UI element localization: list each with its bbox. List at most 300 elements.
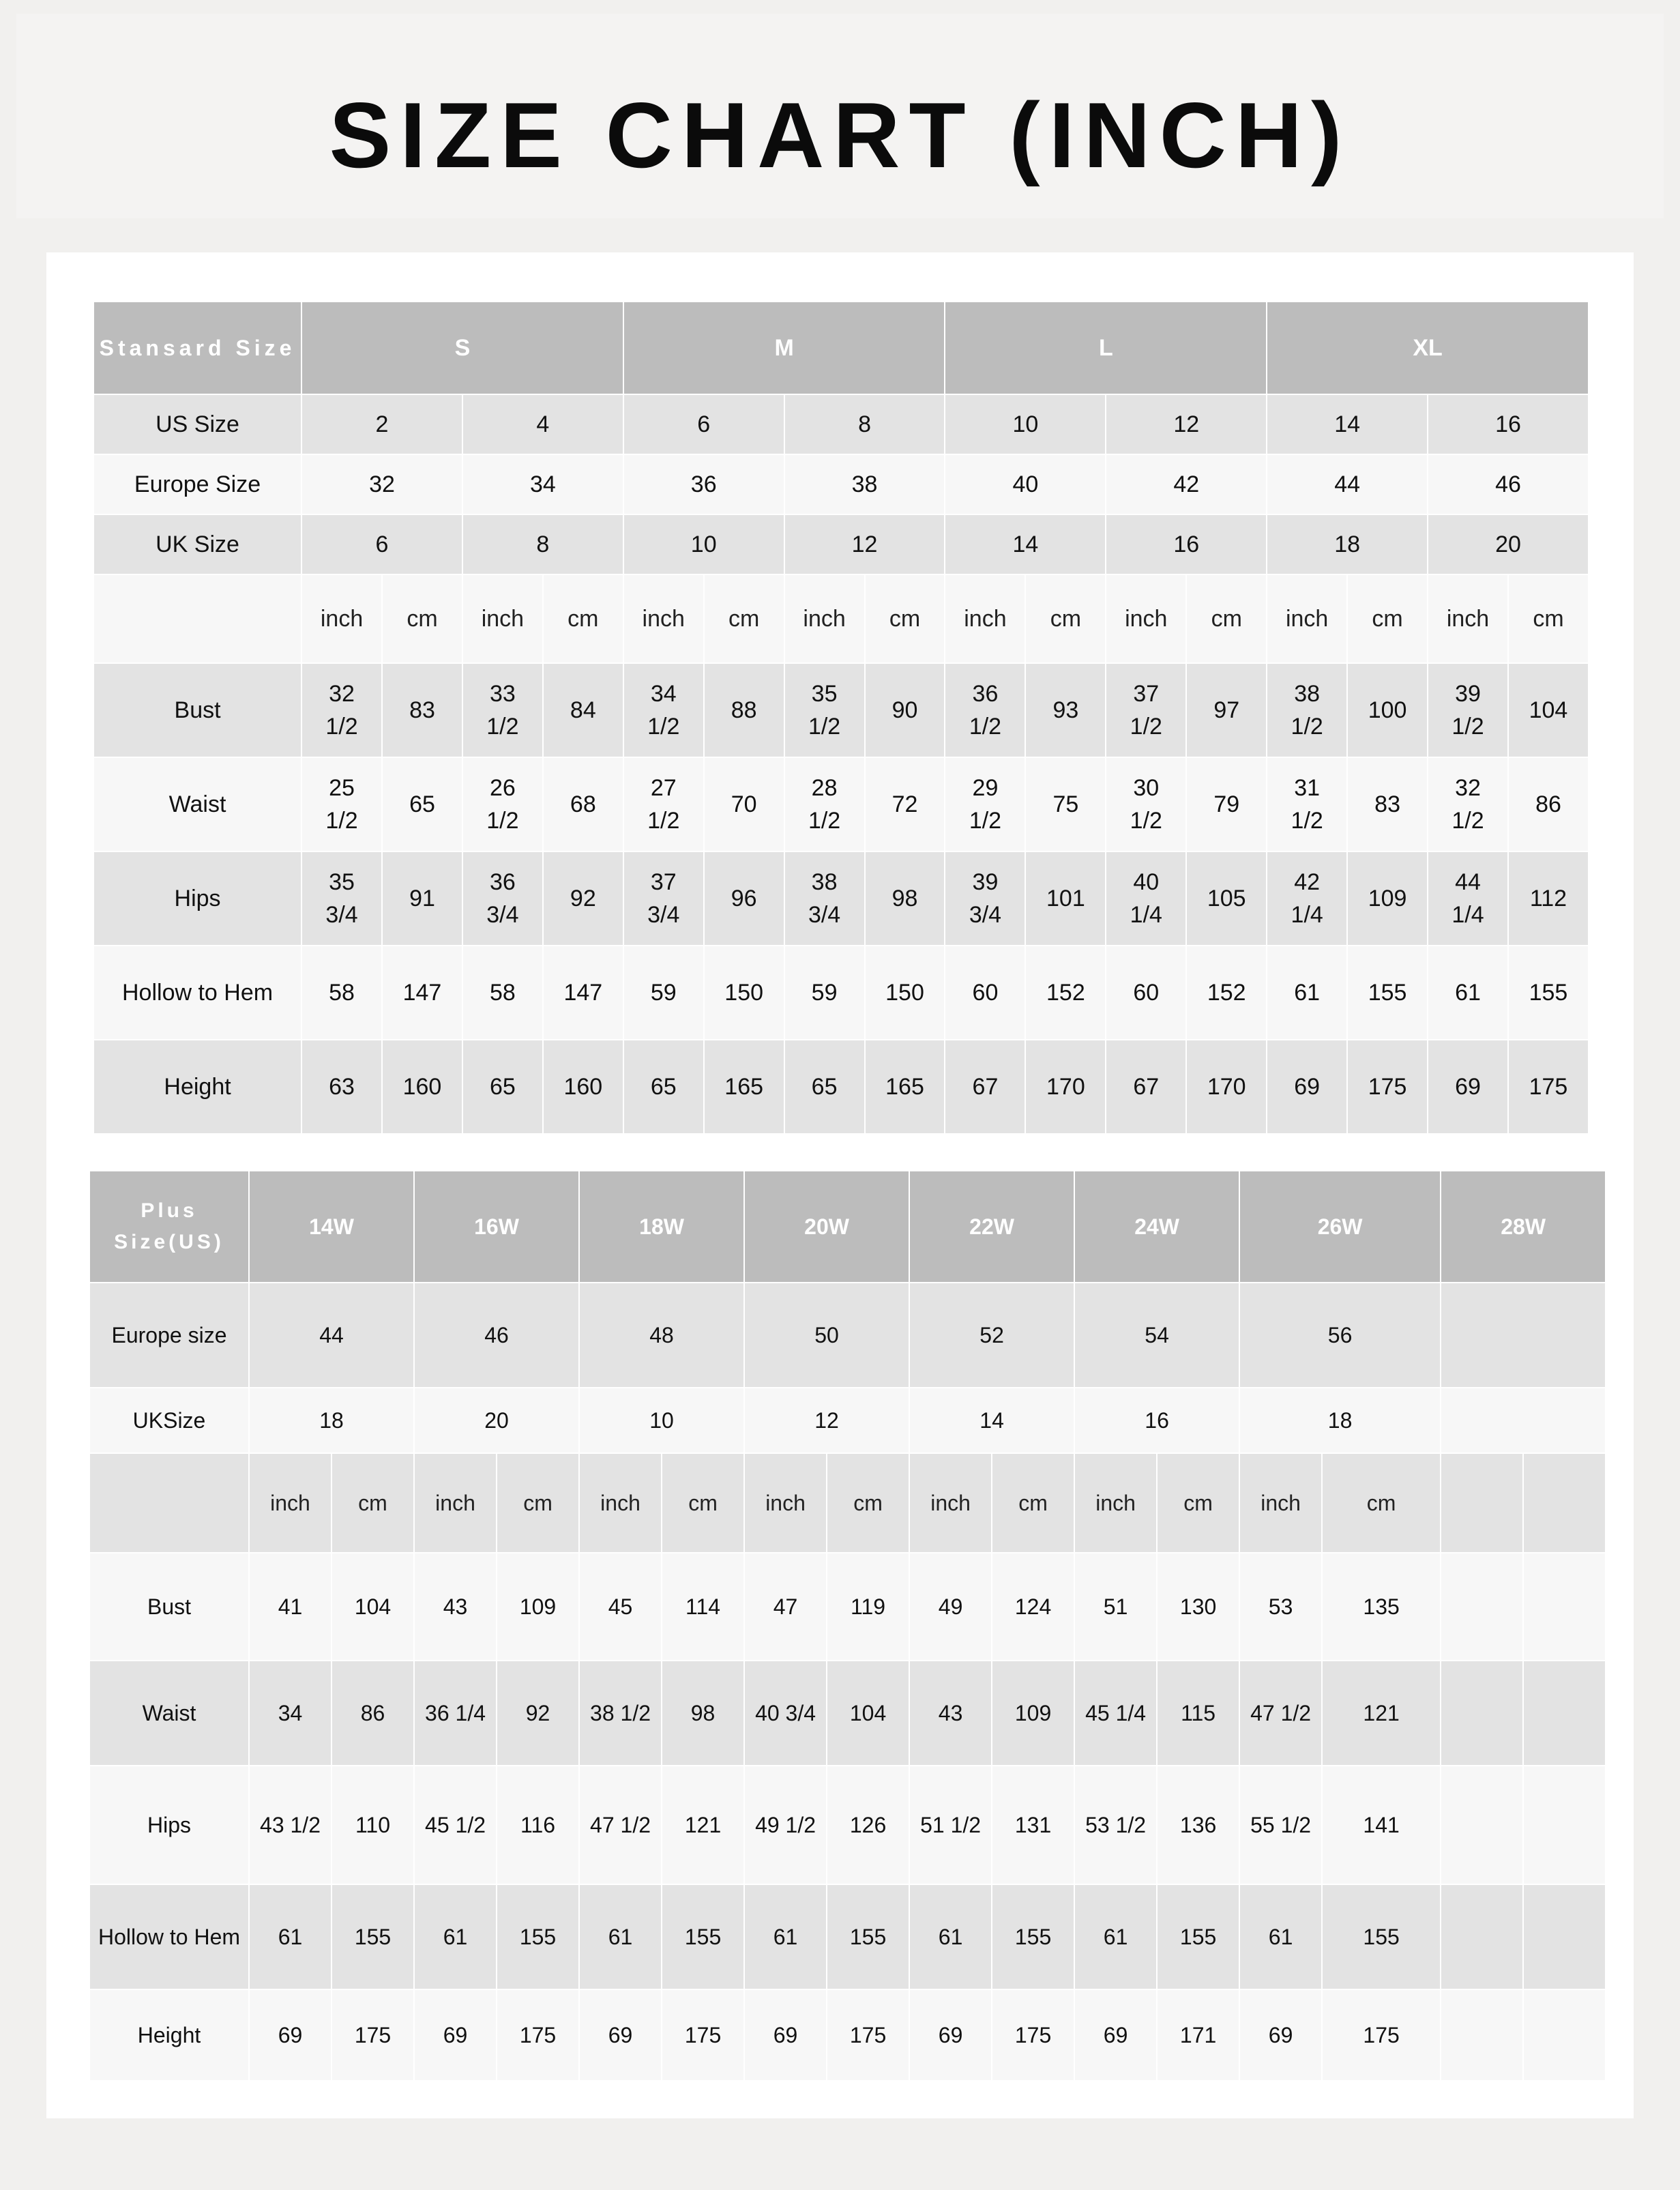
size-value: 14 [909, 1388, 1074, 1453]
measure-value [1441, 1553, 1523, 1661]
value-fraction: 1/2 [1451, 714, 1484, 740]
measure-row-waist [89, 1661, 1606, 1766]
unit-label: cm [331, 1453, 414, 1553]
measure-row-hollow-to-hem [89, 1884, 1606, 1989]
unit-label: inch [414, 1453, 497, 1553]
measure-value: 92 [543, 851, 623, 946]
measure-value: 155 [827, 1884, 909, 1989]
size-value: 42 [1106, 454, 1267, 514]
row-label: Bust [93, 663, 301, 757]
unit-label: cm [543, 574, 623, 663]
measure-value: 65 [784, 1040, 865, 1134]
size-value: 38 [784, 454, 945, 514]
group-20w: 20W [744, 1171, 909, 1283]
measure-value: 126 [827, 1766, 909, 1884]
size-value: 12 [784, 514, 945, 574]
size-value: 10 [945, 394, 1106, 454]
measure-value [945, 757, 1025, 851]
measure-value: 136 [1157, 1766, 1239, 1884]
row-label: Europe size [89, 1283, 249, 1388]
unit-label: cm [662, 1453, 744, 1553]
size-value: 18 [1239, 1388, 1441, 1453]
size-value: 8 [784, 394, 945, 454]
value-whole: 30 [1133, 775, 1160, 801]
measure-value [1428, 663, 1508, 757]
measure-value: 53 [1239, 1553, 1322, 1661]
measure-row-height [93, 1040, 1589, 1134]
measure-value: 119 [827, 1553, 909, 1661]
measure-value: 104 [331, 1553, 414, 1661]
measure-value: 69 [579, 1989, 662, 2081]
measure-value: 49 [909, 1553, 992, 1661]
value-fraction: 3/4 [647, 902, 680, 928]
measure-value [945, 851, 1025, 946]
value-whole: 37 [650, 869, 677, 895]
measure-value: 61 [414, 1884, 497, 1989]
value-fraction: 1/2 [1291, 714, 1323, 740]
value-fraction: 1/4 [1130, 902, 1162, 928]
measure-value: 38 1/2 [579, 1661, 662, 1766]
unit-row [89, 1453, 1606, 1553]
measure-value: 109 [1347, 851, 1428, 946]
value-whole: 31 [1294, 775, 1321, 801]
measure-value: 41 [249, 1553, 331, 1661]
row-label: Waist [93, 757, 301, 851]
measure-value: 51 1/2 [909, 1766, 992, 1884]
value-fraction: 1/2 [1130, 714, 1162, 740]
unit-label: inch [249, 1453, 331, 1553]
measure-value: 65 [623, 1040, 704, 1134]
size-value [1441, 1388, 1606, 1453]
measure-value: 47 1/2 [579, 1766, 662, 1884]
value-whole: 40 [1133, 869, 1160, 895]
measure-value: 61 [1267, 946, 1347, 1040]
measure-value: 34 [249, 1661, 331, 1766]
group-22w: 22W [909, 1171, 1074, 1283]
size-value: 14 [1267, 394, 1428, 454]
measure-value: 55 1/2 [1239, 1766, 1322, 1884]
unit-label [1523, 1453, 1606, 1553]
measure-value: 175 [1347, 1040, 1428, 1134]
unit-label [1441, 1453, 1523, 1553]
measure-value: 141 [1322, 1766, 1441, 1884]
measure-value: 69 [414, 1989, 497, 2081]
measure-value [462, 663, 543, 757]
value-fraction: 1/4 [1451, 902, 1484, 928]
group-16w: 16W [414, 1171, 579, 1283]
value-fraction: 3/4 [486, 902, 519, 928]
measure-row-bust [93, 663, 1589, 757]
size-value: 12 [744, 1388, 909, 1453]
measure-value: 59 [623, 946, 704, 1040]
measure-value: 93 [1025, 663, 1106, 757]
measure-value: 104 [827, 1661, 909, 1766]
value-whole: 32 [329, 681, 355, 707]
size-value: 20 [1428, 514, 1589, 574]
size-value: 16 [1106, 514, 1267, 574]
measure-value: 98 [865, 851, 945, 946]
measure-value: 70 [704, 757, 784, 851]
size-value: 20 [414, 1388, 579, 1453]
unit-label: cm [827, 1453, 909, 1553]
measure-value: 67 [945, 1040, 1025, 1134]
value-fraction: 1/2 [647, 808, 680, 834]
measure-value [301, 663, 382, 757]
measure-value: 104 [1508, 663, 1589, 757]
unit-label: cm [1508, 574, 1589, 663]
size-value: 54 [1074, 1283, 1239, 1388]
value-whole: 38 [1294, 681, 1321, 707]
value-whole: 39 [1455, 681, 1481, 707]
value-fraction: 1/2 [808, 714, 841, 740]
measure-value: 61 [909, 1884, 992, 1989]
measure-value: 58 [462, 946, 543, 1040]
row-label: Height [89, 1989, 249, 2081]
size-value: 44 [249, 1283, 414, 1388]
measure-value [1441, 1884, 1523, 1989]
unit-label: cm [1025, 574, 1106, 663]
standard-size-table [93, 301, 1589, 1135]
measure-row-hips [93, 851, 1589, 946]
measure-value: 175 [1508, 1040, 1589, 1134]
measure-value: 171 [1157, 1989, 1239, 2081]
measure-value: 36 1/4 [414, 1661, 497, 1766]
measure-value: 109 [497, 1553, 579, 1661]
size-value: 10 [579, 1388, 744, 1453]
row-label: Hips [93, 851, 301, 946]
measure-value [784, 663, 865, 757]
measure-value: 170 [1025, 1040, 1106, 1134]
row-label: Europe Size [93, 454, 301, 514]
unit-label: cm [992, 1453, 1074, 1553]
measure-value [784, 851, 865, 946]
measure-value: 155 [497, 1884, 579, 1989]
measure-value: 116 [497, 1766, 579, 1884]
value-fraction: 1/2 [647, 714, 680, 740]
measure-value: 72 [865, 757, 945, 851]
size-value: 32 [301, 454, 462, 514]
measure-value [301, 757, 382, 851]
measure-value [1428, 757, 1508, 851]
measure-value: 147 [543, 946, 623, 1040]
measure-value: 155 [992, 1884, 1074, 1989]
measure-value: 65 [382, 757, 462, 851]
size-value: 16 [1428, 394, 1589, 454]
size-value: 6 [623, 394, 784, 454]
value-whole: 38 [811, 869, 838, 895]
measure-value: 100 [1347, 663, 1428, 757]
measure-value: 175 [497, 1989, 579, 2081]
measure-value: 69 [1239, 1989, 1322, 2081]
measure-value [1106, 851, 1186, 946]
measure-value [1267, 757, 1347, 851]
unit-label: inch [1239, 1453, 1322, 1553]
measure-value: 51 [1074, 1553, 1157, 1661]
measure-value: 75 [1025, 757, 1106, 851]
size-value: 14 [945, 514, 1106, 574]
measure-value: 155 [1347, 946, 1428, 1040]
measure-value: 69 [249, 1989, 331, 2081]
value-fraction: 1/2 [808, 808, 841, 834]
measure-value: 45 1/2 [414, 1766, 497, 1884]
measure-value: 155 [1508, 946, 1589, 1040]
measure-value: 40 3/4 [744, 1661, 827, 1766]
value-whole: 39 [972, 869, 999, 895]
size-value: 44 [1267, 454, 1428, 514]
row-label: Bust [89, 1553, 249, 1661]
value-fraction: 1/2 [486, 714, 519, 740]
plus-header-label: Plus Size(US) [89, 1171, 249, 1283]
measure-value: 61 [579, 1884, 662, 1989]
value-fraction: 1/2 [1291, 808, 1323, 834]
measure-value: 114 [662, 1553, 744, 1661]
measure-value [1428, 851, 1508, 946]
unit-row-label [89, 1453, 249, 1553]
measure-value [462, 851, 543, 946]
measure-value: 105 [1186, 851, 1267, 946]
plus-size-table [89, 1170, 1606, 2082]
unit-label: inch [909, 1453, 992, 1553]
measure-value: 91 [382, 851, 462, 946]
size-value: 46 [414, 1283, 579, 1388]
value-whole: 33 [489, 681, 516, 707]
value-whole: 26 [489, 775, 516, 801]
measure-value: 112 [1508, 851, 1589, 946]
unit-label: inch [579, 1453, 662, 1553]
value-whole: 36 [489, 869, 516, 895]
group-s: S [301, 302, 623, 394]
measure-value: 96 [704, 851, 784, 946]
measure-value [462, 757, 543, 851]
unit-label: cm [382, 574, 462, 663]
measure-value: 175 [662, 1989, 744, 2081]
measure-value: 60 [945, 946, 1025, 1040]
measure-value: 152 [1186, 946, 1267, 1040]
value-fraction: 1/2 [325, 714, 358, 740]
measure-value: 121 [1322, 1661, 1441, 1766]
row-label: Height [93, 1040, 301, 1134]
measure-value: 61 [249, 1884, 331, 1989]
unit-label: cm [1322, 1453, 1441, 1553]
row-label: US Size [93, 394, 301, 454]
measure-value: 47 [744, 1553, 827, 1661]
measure-value: 79 [1186, 757, 1267, 851]
measure-value: 155 [1157, 1884, 1239, 1989]
value-fraction: 3/4 [969, 902, 1002, 928]
measure-value: 121 [662, 1766, 744, 1884]
group-26w: 26W [1239, 1171, 1441, 1283]
size-value: 40 [945, 454, 1106, 514]
size-value: 6 [301, 514, 462, 574]
measure-value [1441, 1661, 1523, 1766]
size-value: 34 [462, 454, 623, 514]
group-24w: 24W [1074, 1171, 1239, 1283]
measure-value: 43 [909, 1661, 992, 1766]
size-value [1441, 1283, 1606, 1388]
size-row-us-size [93, 394, 1589, 454]
page-title: SIZE CHART (INCH) [329, 83, 1351, 187]
measure-value [623, 851, 704, 946]
measure-row-hips [89, 1766, 1606, 1884]
row-label: Hollow to Hem [89, 1884, 249, 1989]
measure-value: 59 [784, 946, 865, 1040]
value-fraction: 3/4 [808, 902, 841, 928]
measure-value [784, 757, 865, 851]
measure-value [1523, 1884, 1606, 1989]
unit-label: inch [784, 574, 865, 663]
value-whole: 32 [1455, 775, 1481, 801]
measure-value [1523, 1766, 1606, 1884]
measure-value: 152 [1025, 946, 1106, 1040]
measure-value: 88 [704, 663, 784, 757]
measure-value: 69 [1074, 1989, 1157, 2081]
measure-value: 165 [865, 1040, 945, 1134]
measure-value: 43 [414, 1553, 497, 1661]
row-label: UK Size [93, 514, 301, 574]
measure-value: 130 [1157, 1553, 1239, 1661]
measure-value: 97 [1186, 663, 1267, 757]
size-value: 46 [1428, 454, 1589, 514]
measure-value: 49 1/2 [744, 1766, 827, 1884]
group-18w: 18W [579, 1171, 744, 1283]
measure-value: 110 [331, 1766, 414, 1884]
value-whole: 37 [1133, 681, 1160, 707]
measure-value: 109 [992, 1661, 1074, 1766]
measure-value: 83 [1347, 757, 1428, 851]
unit-label: cm [1186, 574, 1267, 663]
measure-row-waist [93, 757, 1589, 851]
size-row-europe-size [93, 454, 1589, 514]
unit-label: inch [945, 574, 1025, 663]
size-value: 2 [301, 394, 462, 454]
measure-value [1267, 663, 1347, 757]
measure-value [1106, 663, 1186, 757]
unit-label: inch [623, 574, 704, 663]
value-whole: 34 [650, 681, 677, 707]
size-value: 56 [1239, 1283, 1441, 1388]
measure-value: 150 [865, 946, 945, 1040]
value-whole: 42 [1294, 869, 1321, 895]
measure-value: 68 [543, 757, 623, 851]
measure-value: 124 [992, 1553, 1074, 1661]
standard-header-label: Stansard Size [93, 302, 301, 394]
size-value: 18 [1267, 514, 1428, 574]
value-fraction: 1/2 [969, 808, 1002, 834]
measure-value [623, 757, 704, 851]
measure-value: 45 [579, 1553, 662, 1661]
unit-label: cm [497, 1453, 579, 1553]
measure-value: 160 [543, 1040, 623, 1134]
size-value: 18 [249, 1388, 414, 1453]
value-fraction: 1/2 [1130, 808, 1162, 834]
size-value: 4 [462, 394, 623, 454]
measure-value: 61 [1428, 946, 1508, 1040]
measure-value: 83 [382, 663, 462, 757]
measure-value: 63 [301, 1040, 382, 1134]
unit-label: inch [1074, 1453, 1157, 1553]
measure-value: 135 [1322, 1553, 1441, 1661]
measure-value: 175 [992, 1989, 1074, 2081]
measure-value [1106, 757, 1186, 851]
group-14w: 14W [249, 1171, 414, 1283]
unit-label: cm [1157, 1453, 1239, 1553]
unit-label: inch [1428, 574, 1508, 663]
value-fraction: 1/2 [1451, 808, 1484, 834]
size-value: 10 [623, 514, 784, 574]
value-fraction: 3/4 [325, 902, 358, 928]
unit-label: inch [1106, 574, 1186, 663]
group-28w: 28W [1441, 1171, 1606, 1283]
size-value: 8 [462, 514, 623, 574]
measure-value: 61 [1239, 1884, 1322, 1989]
value-whole: 25 [329, 775, 355, 801]
measure-value: 150 [704, 946, 784, 1040]
measure-value: 90 [865, 663, 945, 757]
unit-label: inch [301, 574, 382, 663]
measure-value: 160 [382, 1040, 462, 1134]
size-value: 50 [744, 1283, 909, 1388]
unit-label: inch [744, 1453, 827, 1553]
measure-value: 175 [331, 1989, 414, 2081]
size-row-uksize [89, 1388, 1606, 1453]
value-whole: 35 [811, 681, 838, 707]
measure-value: 155 [331, 1884, 414, 1989]
measure-value: 175 [827, 1989, 909, 2081]
measure-value [623, 663, 704, 757]
row-label: Hips [89, 1766, 249, 1884]
measure-value [1523, 1989, 1606, 2081]
unit-label: inch [462, 574, 543, 663]
measure-row-bust [89, 1553, 1606, 1661]
measure-row-height [89, 1989, 1606, 2081]
standard-group-header-row [93, 302, 1589, 394]
value-whole: 29 [972, 775, 999, 801]
measure-value: 67 [1106, 1040, 1186, 1134]
measure-value [945, 663, 1025, 757]
size-value: 48 [579, 1283, 744, 1388]
unit-label: cm [865, 574, 945, 663]
value-fraction: 1/2 [969, 714, 1002, 740]
measure-value: 92 [497, 1661, 579, 1766]
group-l: L [945, 302, 1267, 394]
row-label: Hollow to Hem [93, 946, 301, 1040]
unit-label: cm [704, 574, 784, 663]
measure-value: 69 [744, 1989, 827, 2081]
unit-label: cm [1347, 574, 1428, 663]
value-whole: 36 [972, 681, 999, 707]
measure-value: 86 [331, 1661, 414, 1766]
size-value: 52 [909, 1283, 1074, 1388]
measure-value: 98 [662, 1661, 744, 1766]
size-value: 12 [1106, 394, 1267, 454]
measure-row-hollow-to-hem [93, 946, 1589, 1040]
size-row-europe-size [89, 1283, 1606, 1388]
measure-value [1267, 851, 1347, 946]
value-fraction: 1/2 [325, 808, 358, 834]
measure-value: 175 [1322, 1989, 1441, 2081]
measure-value: 65 [462, 1040, 543, 1134]
row-label: Waist [89, 1661, 249, 1766]
value-fraction: 1/4 [1291, 902, 1323, 928]
measure-value: 53 1/2 [1074, 1766, 1157, 1884]
measure-value [1441, 1766, 1523, 1884]
value-whole: 44 [1455, 869, 1481, 895]
measure-value: 43 1/2 [249, 1766, 331, 1884]
plus-group-header-row [89, 1171, 1606, 1283]
measure-value: 61 [1074, 1884, 1157, 1989]
measure-value: 115 [1157, 1661, 1239, 1766]
measure-value: 86 [1508, 757, 1589, 851]
